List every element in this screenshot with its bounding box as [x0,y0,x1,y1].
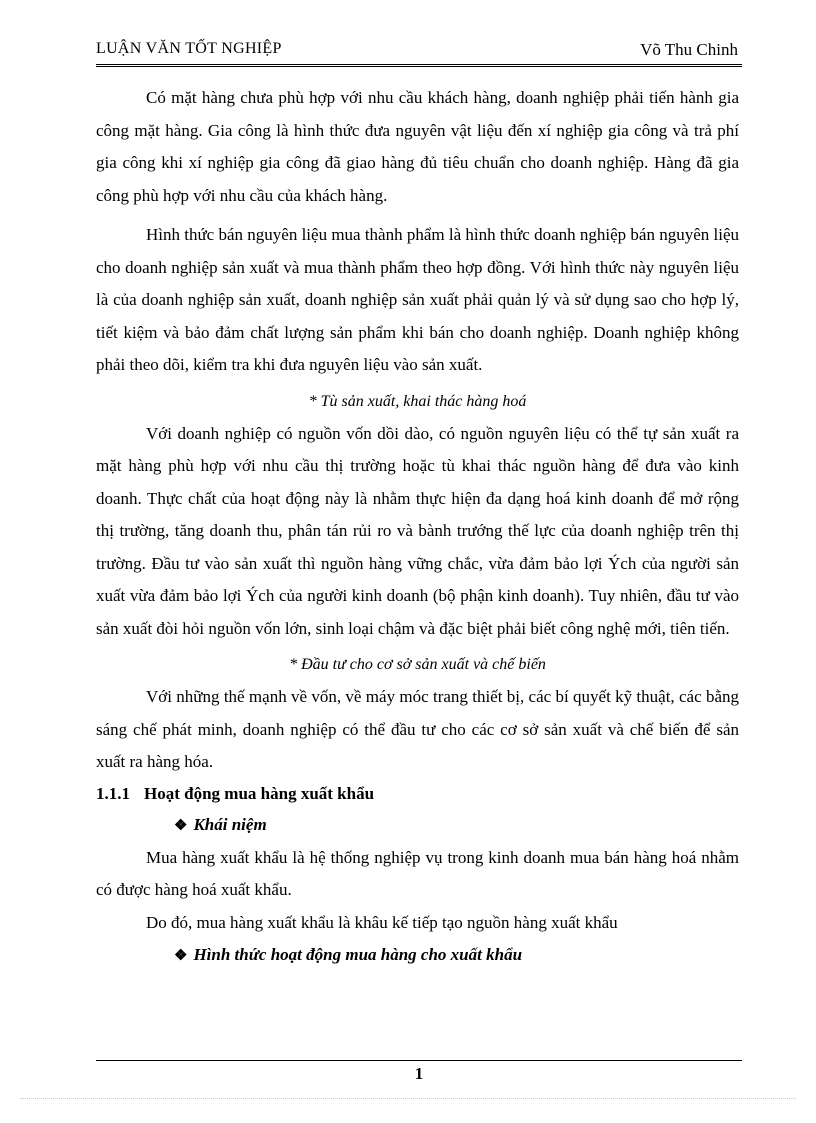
diamond-bullet-icon: ❖ [174,948,188,964]
bullet-concept-label: Khái niệm [193,814,267,834]
section-heading [96,779,739,809]
paragraph-raw-material-sale: Hình thức bán nguyên liệu mua thành phẩm là hình thức doanh nghiệp bán nguyên liệu cho doanh nghiệp sản xuất và mua thành phẩm theo hợp đồng. Với hình thức này nguyên liệu là của doanh nghiệp sản xuất, doanh nghiệp sản xuất phải quản lý và sử dụng sao cho hợp lý, tiết kiệm và bảo đảm chất lượng sản phẩm khi bán cho doanh nghiệp. Doanh nghiệp không phải theo dõi, kiểm tra khi đưa nguyên liệu vào sản xuất. [96,225,739,374]
paragraph-self-production: Với doanh nghiệp có nguồn vốn dồi dào, có nguồn nguyên liệu có thể tự sản xuất ra mặt hàng phù hợp với nhu cầu thị trường hoặc tù khai thác nguồn hàng để đưa vào kinh doanh. Thực chất của hoạt động này là nhằm thực hiện đa dạng hoá kinh doanh để mở rộng thị trường, tăng doanh thu, phân tán rủi ro và bành trướng thế lực của doanh nghiệp trên thị trường. Đầu tư vào sản xuất thì nguồn hàng vững chắc, vừa đảm bảo lợi Ých của người sản xuất vừa đảm bảo lợi Ých của người kinh doanh (bộ phận kinh doanh). Tuy nhiên, đầu tư vào sản xuất đòi hỏi nguồn vốn lớn, sinh loại chậm và đặc biệt phải biết công nghệ mới, tiên tiến. [96,423,739,638]
document-body [96,82,739,972]
paragraph-processing: Có mặt hàng chưa phù hợp với nhu cầu khách hàng, doanh nghiệp phải tiến hành gia công mặt hàng. Gia công là hình thức đưa nguyên vật liệu đến xí nghiệp gia công và trả phí gia công khi xí nghiệp gia công đã giao hàng đủ tiêu chuẩn cho doanh nghiệp. Hàng đã gia công phù hợp với nhu cầu của khách hàng. [96,88,739,205]
paragraph-conclusion: Do đó, mua hàng xuất khẩu là khâu kế tiếp tạo nguồn hàng xuất khẩu [146,912,618,932]
header-author: Võ Thu Chinh [640,40,738,59]
paragraph-definition: Mua hàng xuất khẩu là hệ thống nghiệp vụ trong kinh doanh mua bán hàng hoá nhằm có được hàng hoá xuất khẩu. [96,847,739,899]
bullet-forms [174,939,739,972]
section-title: Hoạt động mua hàng xuất khẩu [144,783,375,803]
header-title: LUẬN VĂN TỐT NGHIỆP [96,40,282,57]
subheading-investment: * Đầu tư cho cơ sở sản xuất và chế biến [289,656,546,673]
page-header [96,38,742,67]
footer-divider [96,1060,742,1061]
page-break-line [20,1098,796,1099]
paragraph-investment: Với những thế mạnh về vốn, về máy móc trang thiết bị, các bí quyết kỹ thuật, các bằng sáng chế phát minh, doanh nghiệp có thể đầu tư cho các cơ sở sản xuất và chế biến để sản xuất ra hàng hóa. [96,687,739,771]
section-number: 1.1.1 [96,783,130,803]
page-number: 1 [414,1064,424,1083]
bullet-forms-label: Hình thức hoạt động mua hàng cho xuất khẩu [193,945,523,964]
bullet-concept [174,809,739,842]
diamond-bullet-icon: ❖ [174,817,188,834]
subheading-self-production: * Tù sản xuất, khai thác hàng hoá [308,392,527,410]
